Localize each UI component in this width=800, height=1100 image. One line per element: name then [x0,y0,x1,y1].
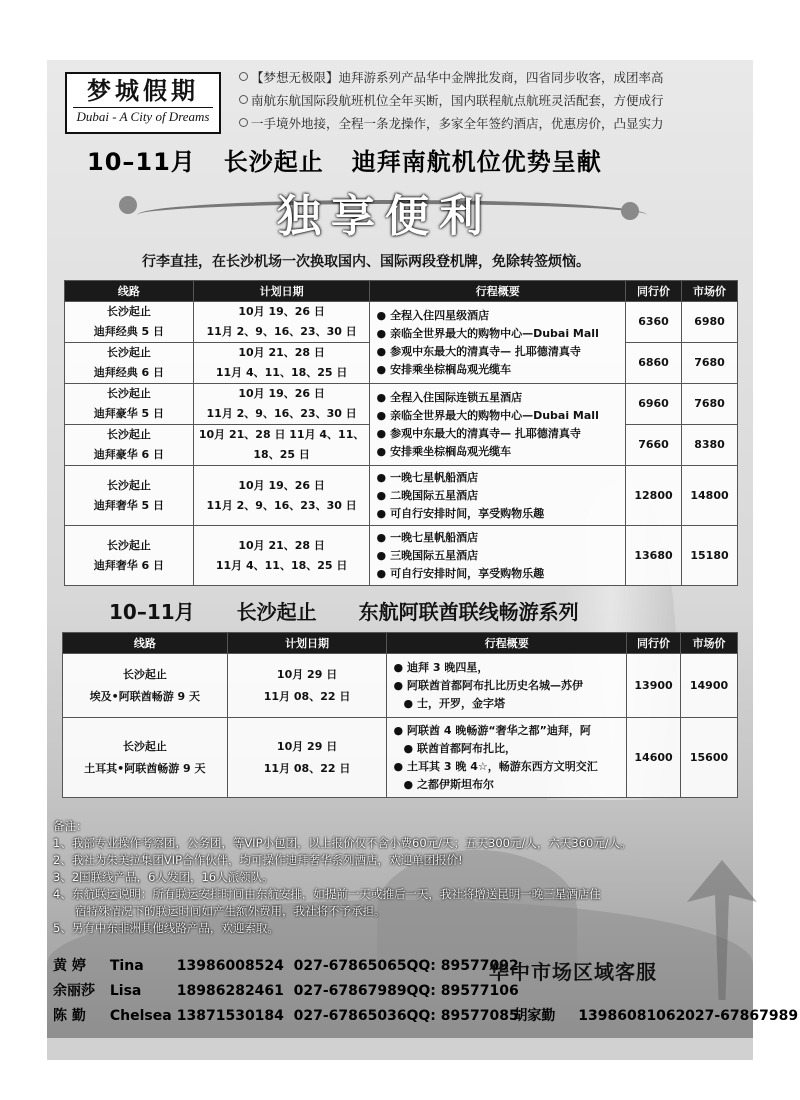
route-cell: 长沙起止 迪拜豪华 5 日 [65,384,194,425]
remark-item: 3、2国联线产品，6人发团，16人派领队。 [53,870,274,884]
dates-cell: 10月 21、28 日 11月 4、11、18、25 日 [193,526,370,586]
contact-en-name: Lisa [109,983,142,999]
intro-line-2: 南航东航国际段航班机位全年买断，国内联程航点航班灵活配套，方便成行 [239,91,664,109]
dates-cell: 10月 19、26 日 11月 2、9、16、23、30 日 [193,302,370,343]
bullet-icon [239,95,248,104]
peer-price-cell: 13900 [627,654,681,718]
flyer-sheet [47,60,799,1038]
route-cell: 长沙起止 迪拜奢华 6 日 [65,526,194,586]
col-overview: 行程概要 [370,281,626,302]
contact-row [53,980,519,1000]
market-price-cell: 14900 [681,654,738,718]
table-row [63,654,738,718]
bullet-icon [239,118,248,127]
overview-cell: ● 全程入住四星级酒店 ● 亲临全世界最大的购物中心—Dubai Mall ● 参观中东最大的清真寺— 扎耶德清真寺 ● 安排乘坐棕榈岛观光缆车 [370,302,626,384]
section2-title: 东航阿联酋联线畅游系列 [358,600,579,624]
contact-en-name: Tina [109,958,144,974]
headline-origin: 长沙起止 [223,148,324,176]
dubai-price-table [64,280,738,586]
market-price-cell: 14800 [682,466,738,526]
peer-price-cell: 12800 [626,466,682,526]
market-price-cell: 6980 [682,302,738,343]
col-route: 线路 [65,281,194,302]
market-price-cell: 15180 [682,526,738,586]
remark-item: 4、东航联运说明：所有联运安排时间由东航安排，如提前一天或推后一天，我社将增送昆明一晚三星酒店住 [53,887,601,901]
market-price-cell: 7680 [682,384,738,425]
route-cell: 长沙起止 迪拜经典 5 日 [65,302,194,343]
col-market-price: 市场价 [682,281,738,302]
peer-price-cell: 6360 [626,302,682,343]
ball-decoration [621,202,639,220]
col-overview: 行程概要 [387,633,627,654]
intro-line-1: 【梦想无极限】迪拜游系列产品华中金牌批发商，四省同步收客，成团率高 [239,68,664,86]
col-route: 线路 [63,633,228,654]
overview-cell: ● 全程入住国际连锁五星酒店 ● 亲临全世界最大的购物中心—Dubai Mall ● 参观中东最大的清真寺— 扎耶德清真寺 ● 安排乘坐棕榈岛观光缆车 [370,384,626,466]
peer-price-cell: 6860 [626,343,682,384]
col-market-price: 市场价 [681,633,738,654]
intro-line-3: 一手境外地接，全程一条龙操作，多家全年签约酒店，优惠房价，凸显实力 [239,114,664,132]
dates-cell: 10月 29 日 11月 08、22 日 [227,654,387,718]
remark-item: 1、我部专业操作考察团，公务团，等VIP小包团，以上报价仅不含小费60元/天；五天300元/人，六天360元/人。 [53,836,632,850]
contact-qq: QQ: 89577106 [406,983,519,999]
bullet-icon [239,72,248,81]
area-contact-name: 胡家勤 [513,1008,556,1024]
contact-tel: 027-67867989 [293,983,407,999]
remarks [53,818,632,937]
remarks-title: 备注： [53,819,88,833]
contact-mobile: 18986282461 [176,983,284,999]
headline-months: 10–11月 [87,148,196,176]
remark-item: 2、我社为朱美拉集团VIP合作伙伴，均可操作迪拜奢华系列酒店，欢迎单团报价! [53,853,463,867]
baggage-subline: 行李直挂，在长沙机场一次换取国内、国际两段登机牌，免除转签烦恼。 [142,254,590,270]
contact-tel: 027-67865036 [293,1008,407,1024]
dates-cell: 10月 19、26 日 11月 2、9、16、23、30 日 [193,466,370,526]
dates-cell: 10月 21、28 日 11月 4、11、 18、25 日 [193,425,370,466]
contact-mobile: 13986008524 [176,958,284,974]
dates-cell: 10月 29 日 11月 08、22 日 [227,718,387,798]
col-peer-price: 同行价 [627,633,681,654]
overview-cell: ● 一晚七星帆船酒店 ● 三晚国际五星酒店 ● 可自行安排时间，享受购物乐趣 [370,526,626,586]
route-cell: 长沙起止 埃及•阿联酋畅游 9 天 [63,654,228,718]
contact-mobile: 13871530184 [176,1008,284,1024]
logo-en: Dubai - A City of Dreams [73,107,213,126]
market-price-cell: 15600 [681,718,738,798]
route-cell: 长沙起止 迪拜奢华 5 日 [65,466,194,526]
area-contact-tel: 027-67867989 [685,1008,799,1024]
market-price-cell: 8380 [682,425,738,466]
overview-cell: ● 迪拜 3 晚四星， ● 阿联酋首都阿布扎比历史名城—苏伊 ● 士，开罗，金字塔 [387,654,627,718]
route-cell: 长沙起止 土耳其•阿联酋畅游 9 天 [63,718,228,798]
slogan: 独享便利 [277,191,493,242]
contact-row [53,955,519,975]
section2-months: 10–11月 [109,600,195,624]
table-row [65,526,738,586]
col-dates: 计划日期 [227,633,387,654]
ball-decoration [119,196,137,214]
logo-cn: 梦城假期 [87,76,199,105]
peer-price-cell: 7660 [626,425,682,466]
area-contact-mobile: 13986081062 [578,1008,686,1024]
overview-cell: ● 阿联酋 4 晚畅游“奢华之都”迪拜，阿 ● 联酋首都阿布扎比， ● 土耳其 3 晚 4☆，畅游东西方文明交汇 ● 之都伊斯坦布尔 [387,718,627,798]
contact-name: 余丽莎 [53,983,95,999]
dates-cell: 10月 19、26 日 11月 2、9、16、23、30 日 [193,384,370,425]
table-row [65,384,738,425]
market-price-cell: 7680 [682,343,738,384]
section2-origin: 长沙起止 [236,600,317,624]
table-row [63,718,738,798]
remark-item: 宿特殊情况下的联运时间如产生额外费用，我社将不予承担。 [75,904,386,918]
dates-cell: 10月 21、28 日 11月 4、11、18、25 日 [193,343,370,384]
peer-price-cell: 13680 [626,526,682,586]
contact-tel: 027-67865065 [293,958,407,974]
route-cell: 长沙起止 迪拜经典 6 日 [65,343,194,384]
multi-country-price-table [62,632,738,798]
overview-cell: ● 一晚七星帆船酒店 ● 二晚国际五星酒店 ● 可自行安排时间，享受购物乐趣 [370,466,626,526]
contact-en-name: Chelsea [109,1008,172,1024]
col-peer-price: 同行价 [626,281,682,302]
peer-price-cell: 14600 [627,718,681,798]
contact-name: 黄 婷 [53,958,86,974]
brand-logo [65,72,221,134]
contact-row [53,1005,798,1025]
table-row [65,302,738,343]
headline-title: 迪拜南航机位优势呈献 [351,148,602,176]
area-service-title: 华中市场区域客服 [489,960,657,984]
table-row [65,466,738,526]
col-dates: 计划日期 [193,281,370,302]
main-headline [87,142,602,177]
contact-qq: QQ: 89577085 [406,1008,519,1024]
route-cell: 长沙起止 迪拜豪华 6 日 [65,425,194,466]
section2-headline [109,596,579,625]
contact-name: 陈 勤 [53,1008,86,1024]
contact-qq: QQ: 89577092 [406,958,519,974]
peer-price-cell: 6960 [626,384,682,425]
remark-item: 5、另有中东非洲其他线路产品，欢迎索取。 [53,921,279,935]
